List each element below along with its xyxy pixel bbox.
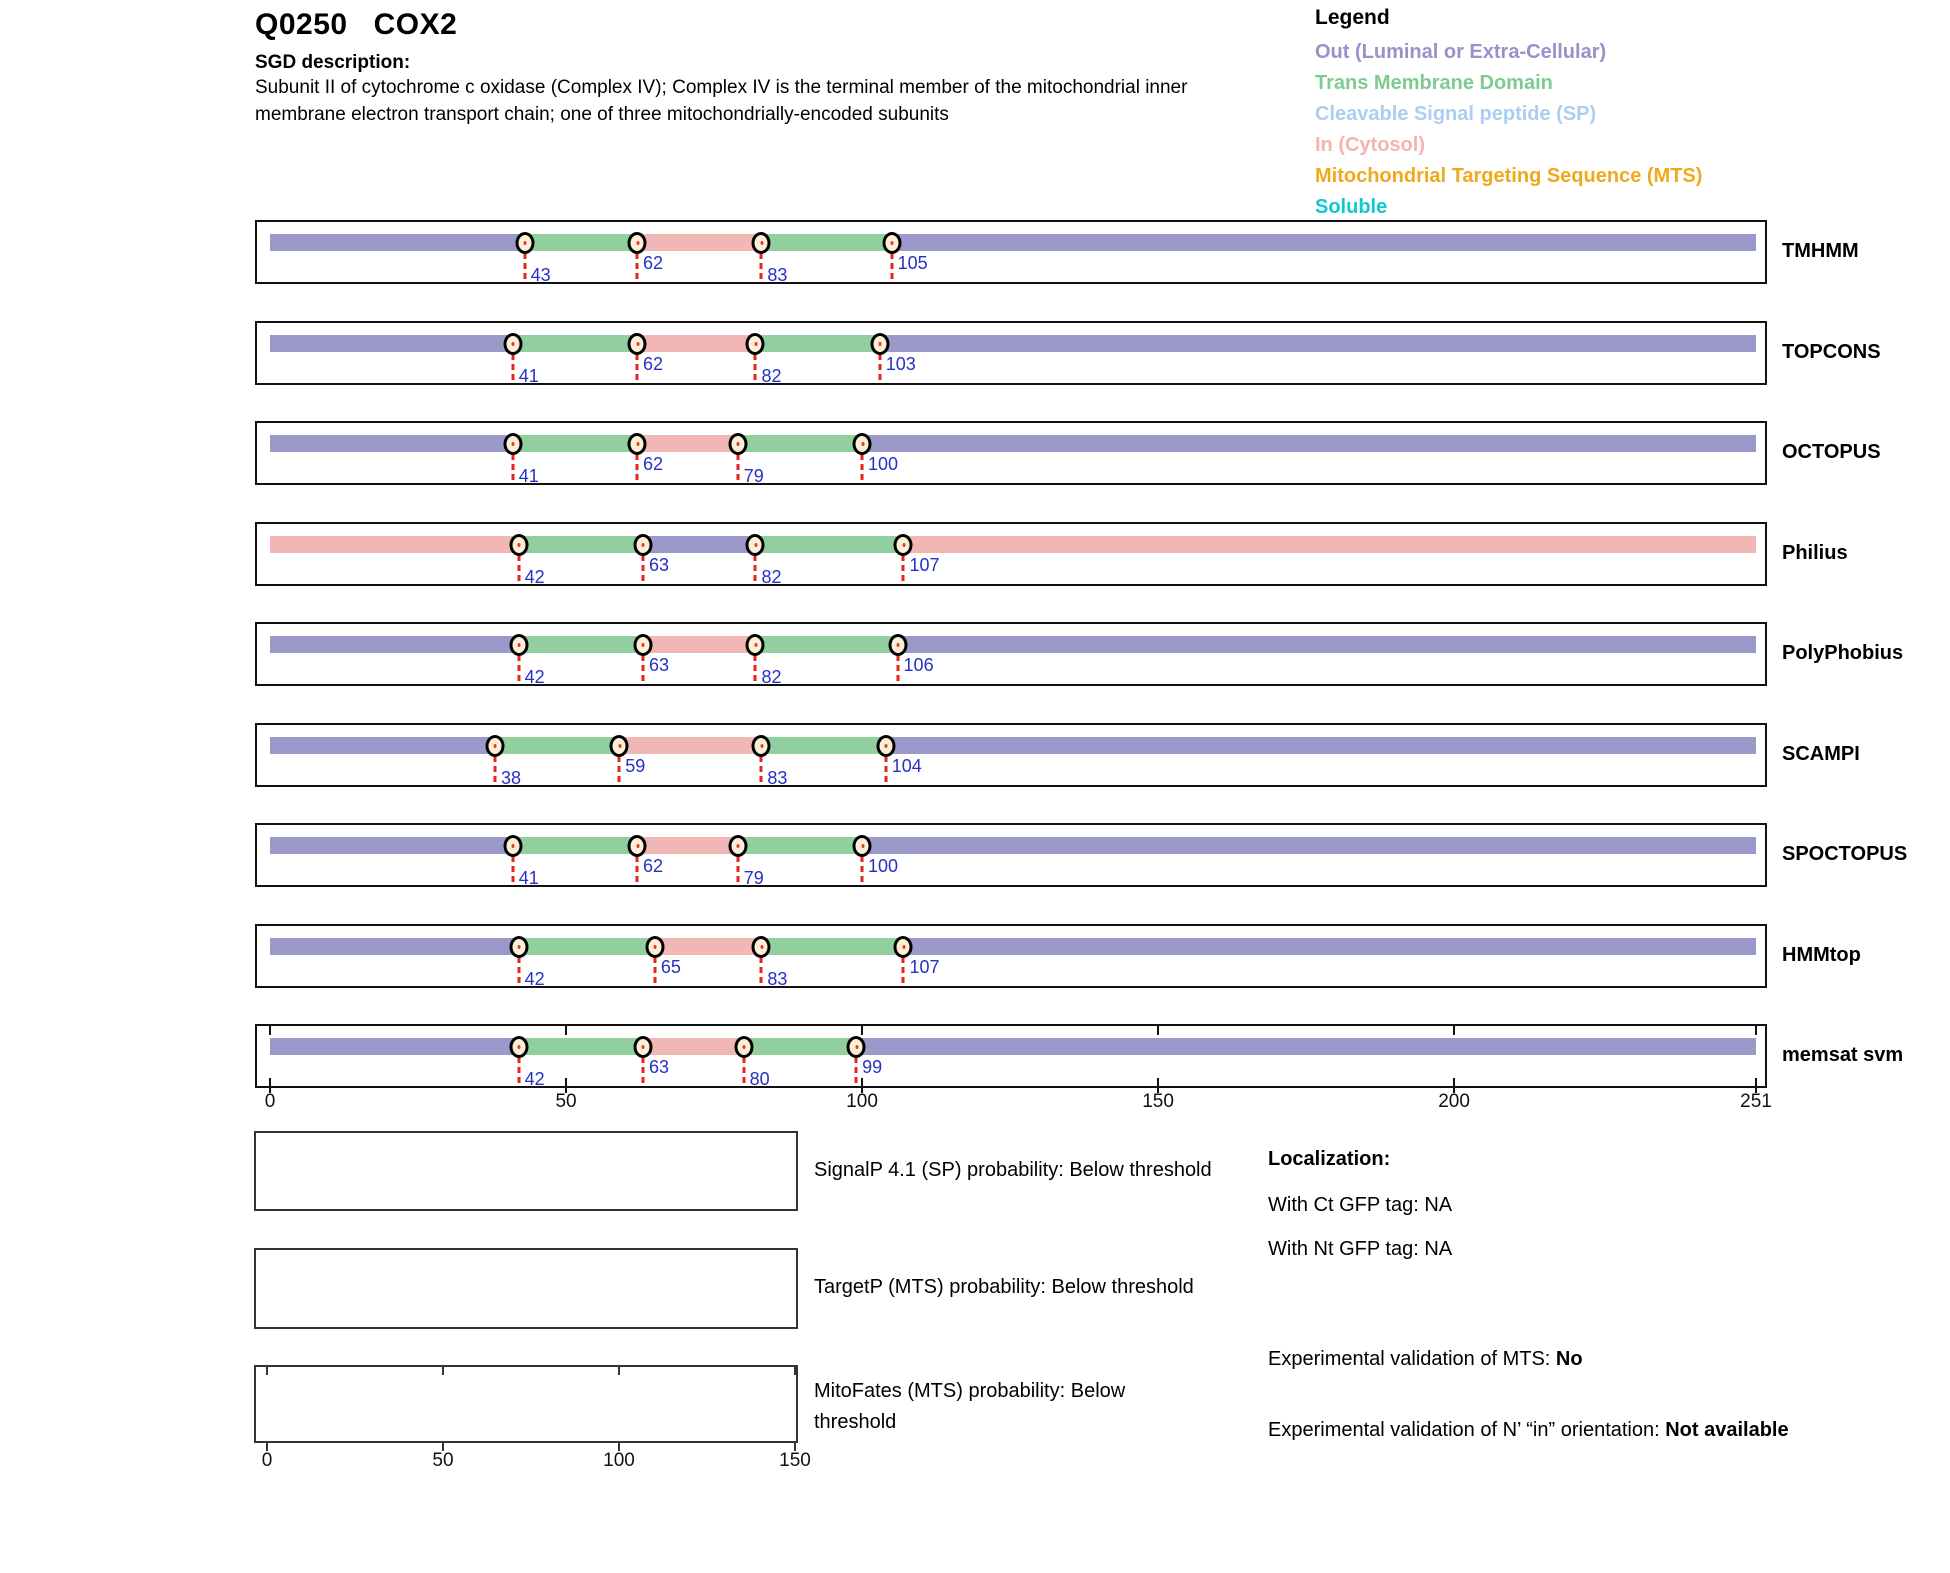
page-title	[255, 8, 457, 42]
track-label-spoctopus: SPOCTOPUS	[1782, 843, 1908, 865]
region-segment-tm	[525, 234, 637, 251]
track-label-octopus: OCTOPUS	[1782, 441, 1881, 463]
region-segment-out	[880, 335, 1756, 352]
boundary-marker	[503, 835, 522, 857]
x-axis-label: 0	[264, 1091, 276, 1112]
marker-dot	[512, 442, 515, 446]
marker-dot	[861, 442, 864, 446]
boundary-position-label: 100	[868, 856, 899, 876]
region-segment-in	[637, 435, 738, 452]
mitofates-axis-label: 50	[432, 1450, 454, 1471]
legend	[1315, 6, 1702, 223]
boundary-position-label: 82	[761, 667, 782, 687]
track-box-polyphobius	[255, 622, 1767, 686]
marker-dot	[754, 342, 757, 346]
signalp-label: SignalP 4.1 (SP) probability: Below threshold	[814, 1159, 1212, 1181]
mitofates-tick	[266, 1367, 268, 1375]
region-segment-out	[643, 536, 755, 553]
marker-dot	[518, 945, 521, 949]
boundary-position-label: 100	[868, 454, 899, 474]
boundary-position-label: 38	[500, 768, 521, 788]
mitofates-tick	[618, 1367, 620, 1375]
boundary-position-label: 65	[660, 957, 681, 977]
boundary-marker	[882, 232, 901, 254]
boundary-position-label: 59	[625, 756, 646, 776]
mitofates-axis-label: 150	[779, 1450, 811, 1471]
region-segment-out	[270, 938, 519, 955]
mitofates-tick	[442, 1367, 444, 1375]
boundary-position-label: 62	[643, 354, 664, 374]
marker-dot	[879, 342, 882, 346]
boundary-position-label: 62	[643, 454, 664, 474]
marker-dot	[902, 945, 905, 949]
marker-dot	[885, 744, 888, 748]
marker-dot	[760, 241, 763, 245]
boundary-marker	[888, 634, 907, 656]
legend-item-mts: Mitochondrial Targeting Sequence (MTS)	[1315, 165, 1703, 187]
boundary-position-label: 104	[891, 756, 922, 776]
legend-item-in: In (Cytosol)	[1315, 134, 1425, 156]
boundary-position-label: 41	[518, 366, 539, 386]
region-segment-out	[270, 837, 513, 854]
boundary-position-label: 42	[524, 969, 545, 989]
boundary-position-label: 83	[767, 768, 788, 788]
mts-validation-line	[1268, 1348, 1583, 1371]
marker-dot	[902, 543, 905, 547]
boundary-position-label: 63	[648, 1057, 669, 1077]
legend-item-soluble: Soluble	[1315, 196, 1388, 218]
track-box-philius	[255, 522, 1767, 586]
track-box-octopus	[255, 421, 1767, 485]
boundary-marker	[746, 534, 765, 556]
mitofates-label: MitoFates (MTS) probability: Below threshold	[814, 1380, 1126, 1433]
marker-dot	[636, 442, 639, 446]
region-segment-tm	[761, 737, 885, 754]
boundary-marker	[876, 735, 895, 757]
track-box-spoctopus	[255, 823, 1767, 887]
targetp-probability-plot	[254, 1248, 798, 1329]
marker-dot	[524, 241, 527, 245]
marker-dot	[737, 442, 740, 446]
marker-dot	[642, 643, 645, 647]
sgd-description-text: Subunit II of cytochrome c oxidase (Complex IV); Complex IV is the terminal member of the mitochondrial inner membrane electron transport chain; one of three mitochondrially-encoded subunits	[255, 77, 1188, 125]
orientation-validation-label: Experimental validation of N’ “in” orientation:	[1268, 1419, 1666, 1441]
marker-dot	[754, 643, 757, 647]
boundary-position-label: 42	[524, 667, 545, 687]
marker-dot	[897, 643, 900, 647]
boundary-marker	[746, 333, 765, 355]
boundary-marker	[633, 534, 652, 556]
boundary-position-label: 82	[761, 567, 782, 587]
region-segment-tm	[755, 335, 879, 352]
boundary-marker	[503, 433, 522, 455]
region-segment-tm	[755, 536, 903, 553]
region-segment-tm	[738, 837, 862, 854]
region-segment-out	[898, 636, 1756, 653]
marker-dot	[636, 342, 639, 346]
marker-dot	[642, 1045, 645, 1049]
boundary-marker	[633, 634, 652, 656]
boundary-marker	[628, 433, 647, 455]
region-segment-in	[270, 536, 519, 553]
marker-dot	[494, 744, 497, 748]
region-segment-tm	[513, 837, 637, 854]
region-segment-out	[856, 1038, 1756, 1055]
region-segment-out	[270, 1038, 519, 1055]
track-box-topcons	[255, 321, 1767, 385]
boundary-position-label: 107	[909, 555, 940, 575]
boundary-position-label: 62	[643, 253, 664, 273]
mitofates-tick	[794, 1367, 796, 1375]
marker-dot	[891, 241, 894, 245]
sequence-tick	[565, 1026, 567, 1035]
marker-dot	[760, 744, 763, 748]
marker-dot	[754, 543, 757, 547]
region-segment-out	[903, 938, 1756, 955]
region-segment-tm	[519, 1038, 643, 1055]
track-box-memsat-svm	[255, 1024, 1767, 1088]
track-box-tmhmm	[255, 220, 1767, 284]
region-segment-out	[270, 737, 495, 754]
boundary-marker	[870, 333, 889, 355]
boundary-marker	[894, 936, 913, 958]
marker-dot	[636, 241, 639, 245]
boundary-marker	[645, 936, 664, 958]
boundary-marker	[728, 835, 747, 857]
track-box-hmmtop	[255, 924, 1767, 988]
x-axis-label: 100	[846, 1091, 878, 1112]
region-segment-out	[270, 636, 519, 653]
gene-name: COX2	[373, 8, 458, 41]
boundary-marker	[752, 232, 771, 254]
region-segment-in	[619, 737, 761, 754]
marker-dot	[512, 342, 515, 346]
boundary-position-label: 99	[862, 1057, 883, 1077]
region-segment-out	[886, 737, 1756, 754]
region-segment-tm	[519, 536, 643, 553]
marker-dot	[737, 844, 740, 848]
region-segment-tm	[519, 938, 655, 955]
region-segment-tm	[738, 435, 862, 452]
track-label-hmmtop: HMMtop	[1782, 944, 1861, 966]
region-segment-tm	[513, 435, 637, 452]
boundary-position-label: 79	[743, 868, 764, 888]
protein-id: Q0250	[255, 8, 348, 41]
region-segment-in	[903, 536, 1756, 553]
signalp-probability-plot	[254, 1131, 798, 1211]
boundary-marker	[628, 333, 647, 355]
boundary-marker	[752, 735, 771, 757]
track-box-scampi	[255, 723, 1767, 787]
region-segment-tm	[755, 636, 897, 653]
sequence-tick	[269, 1026, 271, 1035]
track-label-polyphobius: PolyPhobius	[1782, 642, 1904, 664]
boundary-marker	[509, 936, 528, 958]
marker-dot	[518, 643, 521, 647]
targetp-label: TargetP (MTS) probability: Below threshold	[814, 1276, 1194, 1298]
region-segment-out	[270, 234, 525, 251]
legend-items	[1315, 37, 1702, 223]
region-segment-in	[637, 234, 761, 251]
mitofates-axis-label: 100	[603, 1450, 635, 1471]
boundary-position-label: 41	[518, 466, 539, 486]
boundary-marker	[728, 433, 747, 455]
marker-dot	[743, 1045, 746, 1049]
mitofates-axis-label: 0	[261, 1450, 273, 1471]
boundary-position-label: 103	[885, 354, 916, 374]
boundary-position-label: 83	[767, 265, 788, 285]
region-segment-in	[637, 335, 755, 352]
boundary-marker	[509, 534, 528, 556]
x-axis-label: 200	[1438, 1091, 1470, 1112]
marker-dot	[654, 945, 657, 949]
marker-dot	[618, 744, 621, 748]
x-axis-label: 50	[555, 1091, 577, 1112]
orientation-validation-value: Not available	[1665, 1419, 1789, 1441]
boundary-marker	[628, 232, 647, 254]
track-label-scampi: SCAMPI	[1782, 743, 1860, 765]
region-segment-tm	[761, 938, 903, 955]
boundary-marker	[752, 936, 771, 958]
legend-item-out: Out (Luminal or Extra-Cellular)	[1315, 41, 1607, 63]
marker-dot	[636, 844, 639, 848]
boundary-marker	[610, 735, 629, 757]
region-segment-out	[862, 435, 1756, 452]
sequence-tick	[1157, 1026, 1159, 1035]
track-label-topcons: TOPCONS	[1782, 341, 1881, 363]
track-label-memsat-svm: memsat svm	[1782, 1044, 1904, 1066]
mts-validation-value: No	[1555, 1348, 1583, 1370]
boundary-marker	[509, 634, 528, 656]
marker-dot	[518, 1045, 521, 1049]
region-segment-tm	[761, 234, 891, 251]
marker-dot	[855, 1045, 858, 1049]
sgd-description-label: SGD description:	[255, 52, 411, 73]
boundary-marker	[734, 1036, 753, 1058]
boundary-marker	[746, 634, 765, 656]
sequence-tick	[861, 1026, 863, 1035]
boundary-position-label: 42	[524, 567, 545, 587]
region-segment-out	[270, 335, 513, 352]
boundary-marker	[894, 534, 913, 556]
boundary-position-label: 63	[648, 555, 669, 575]
boundary-marker	[633, 1036, 652, 1058]
boundary-marker	[628, 835, 647, 857]
marker-dot	[861, 844, 864, 848]
boundary-marker	[485, 735, 504, 757]
boundary-marker	[847, 1036, 866, 1058]
legend-item-sp: Cleavable Signal peptide (SP)	[1315, 103, 1597, 125]
region-segment-tm	[495, 737, 619, 754]
track-label-philius: Philius	[1782, 542, 1848, 564]
boundary-position-label: 79	[743, 466, 764, 486]
boundary-position-label: 107	[909, 957, 940, 977]
boundary-position-label: 83	[767, 969, 788, 989]
marker-dot	[518, 543, 521, 547]
region-segment-in	[637, 837, 738, 854]
nt-gfp-line: With Nt GFP tag: NA	[1268, 1238, 1453, 1260]
region-segment-in	[643, 1038, 744, 1055]
marker-dot	[512, 844, 515, 848]
boundary-marker	[853, 433, 872, 455]
boundary-position-label: 42	[524, 1069, 545, 1089]
boundary-position-label: 105	[897, 253, 928, 273]
region-segment-out	[270, 435, 513, 452]
orientation-validation-line	[1268, 1412, 1813, 1448]
legend-title: Legend	[1315, 6, 1390, 29]
mitofates-probability-plot	[254, 1365, 798, 1443]
boundary-position-label: 106	[903, 655, 934, 675]
region-segment-tm	[519, 636, 643, 653]
marker-dot	[760, 945, 763, 949]
boundary-marker	[853, 835, 872, 857]
region-segment-tm	[744, 1038, 856, 1055]
marker-dot	[642, 543, 645, 547]
region-segment-in	[643, 636, 755, 653]
boundary-position-label: 63	[648, 655, 669, 675]
ct-gfp-line: With Ct GFP tag: NA	[1268, 1194, 1453, 1216]
boundary-marker	[503, 333, 522, 355]
boundary-position-label: 80	[749, 1069, 770, 1089]
region-segment-tm	[513, 335, 637, 352]
legend-item-tm: Trans Membrane Domain	[1315, 72, 1553, 94]
boundary-position-label: 82	[761, 366, 782, 386]
region-segment-in	[655, 938, 762, 955]
sequence-tick	[1755, 1026, 1757, 1035]
mts-validation-label: Experimental validation of MTS:	[1268, 1348, 1556, 1370]
boundary-position-label: 62	[643, 856, 664, 876]
region-segment-out	[862, 837, 1756, 854]
sequence-tick	[1453, 1026, 1455, 1035]
x-axis-label: 251	[1740, 1091, 1772, 1112]
boundary-marker	[509, 1036, 528, 1058]
localization-title: Localization:	[1268, 1148, 1391, 1170]
boundary-position-label: 43	[530, 265, 551, 285]
boundary-position-label: 41	[518, 868, 539, 888]
boundary-marker	[515, 232, 534, 254]
region-segment-out	[892, 234, 1756, 251]
x-axis-label: 150	[1142, 1091, 1174, 1112]
track-label-tmhmm: TMHMM	[1782, 240, 1859, 262]
